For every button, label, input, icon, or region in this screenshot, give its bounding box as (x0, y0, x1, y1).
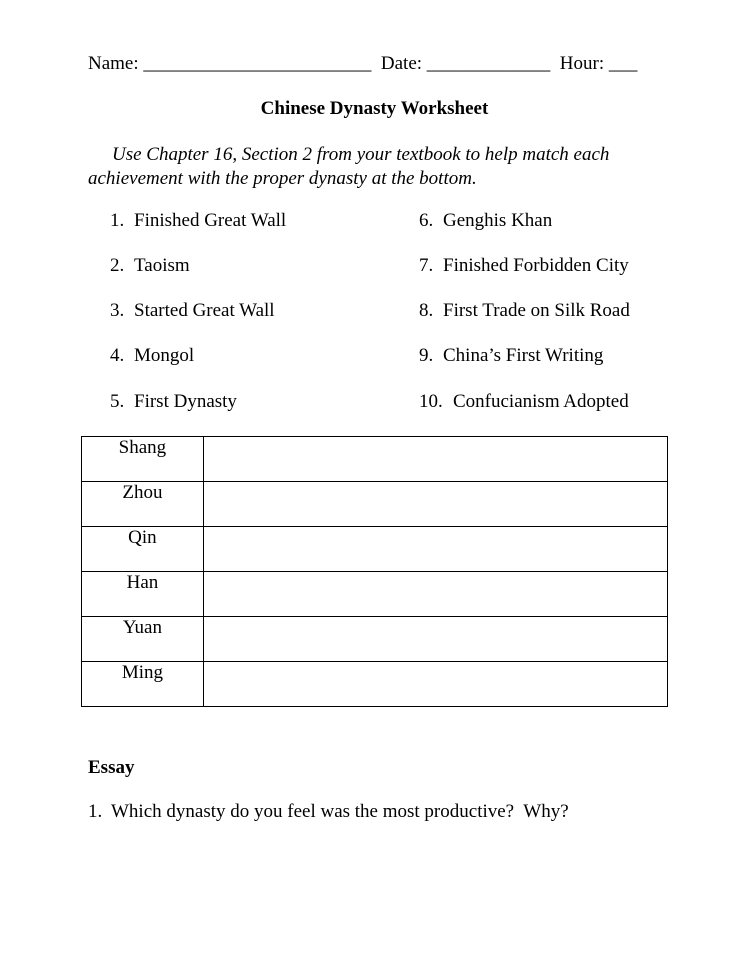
achievement-text: Taoism (134, 255, 190, 276)
essay-heading: Essay (88, 757, 135, 778)
instructions (88, 143, 688, 191)
answer-cell[interactable] (203, 662, 667, 707)
achievement-text: First Trade on Silk Road (443, 300, 630, 321)
achievement-item: 9. China’s First Writing (419, 345, 604, 366)
table-row (82, 617, 668, 662)
dynasty-table (81, 436, 668, 707)
achievement-item: 5. First Dynasty (110, 391, 237, 412)
table-row (82, 572, 668, 617)
achievement-item: 1. Finished Great Wall (110, 210, 287, 231)
essay-question-text: Which dynasty do you feel was the most productive? Why? (111, 801, 569, 822)
achievement-item: 7. Finished Forbidden City (419, 255, 629, 276)
achievement-item: 3. Started Great Wall (110, 300, 275, 321)
table-row (82, 662, 668, 707)
achievement-text: Confucianism Adopted (453, 391, 629, 412)
dynasty-name: Qin (82, 527, 204, 572)
answer-cell[interactable] (203, 527, 667, 572)
achievement-text: Finished Forbidden City (443, 255, 629, 276)
achievement-text: First Dynasty (134, 391, 237, 412)
answer-cell[interactable] (203, 572, 667, 617)
achievement-item: 2. Taoism (110, 255, 190, 276)
dynasty-name: Shang (82, 437, 204, 482)
worksheet-title: Chinese Dynasty Worksheet (260, 98, 489, 119)
achievement-text: Genghis Khan (443, 210, 553, 231)
instructions-text: Use Chapter 16, Section 2 from your textbook to help match each achievement with the proper dynasty at the bottom. (88, 144, 610, 189)
essay-question: 1. Which dynasty do you feel was the most productive? Why? (88, 801, 569, 822)
dynasty-name: Han (82, 572, 204, 617)
dynasty-name: Ming (82, 662, 204, 707)
table-row (82, 482, 668, 527)
achievement-item: 6. Genghis Khan (419, 210, 553, 231)
answer-cell[interactable] (203, 437, 667, 482)
table-row (82, 527, 668, 572)
achievement-item: 8. First Trade on Silk Road (419, 300, 630, 321)
dynasty-name: Yuan (82, 617, 204, 662)
answer-cell[interactable] (203, 482, 667, 527)
achievement-item: 10. Confucianism Adopted (419, 391, 629, 412)
achievement-text: Finished Great Wall (134, 210, 287, 231)
achievement-text: Mongol (134, 345, 195, 366)
achievement-text: China’s First Writing (443, 345, 604, 366)
achievement-item: 4. Mongol (110, 345, 195, 366)
name-date-hour-line: Name: ________________________ Date: _____________ Hour: ___ (88, 53, 638, 74)
answer-cell[interactable] (203, 617, 667, 662)
dynasty-name: Zhou (82, 482, 204, 527)
achievement-text: Started Great Wall (134, 300, 275, 321)
table-row (82, 437, 668, 482)
